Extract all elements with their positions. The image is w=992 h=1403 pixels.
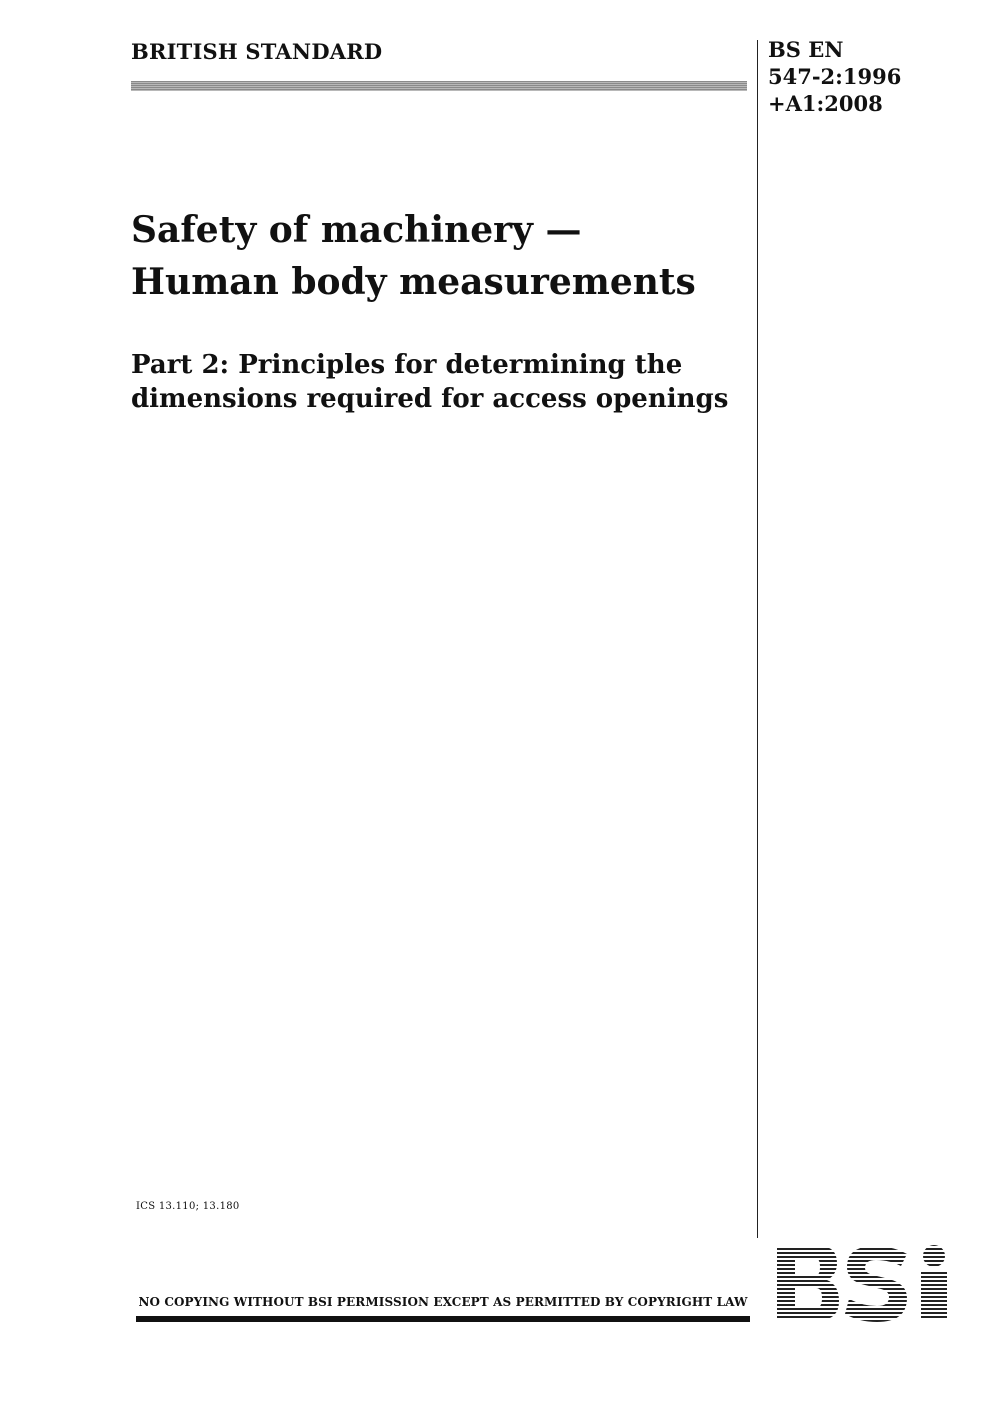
document-title	[131, 204, 741, 308]
bsi-logo-icon	[775, 1244, 949, 1324]
standard-number-line-2: 547-2:1996	[768, 64, 902, 89]
document-subtitle	[131, 348, 751, 416]
copyright-notice: NO COPYING WITHOUT BSI PERMISSION EXCEPT AS PERMITTED BY COPYRIGHT LAW	[138, 1295, 748, 1309]
document-type-label: BRITISH STANDARD	[131, 39, 383, 64]
document-subtitle-line-1: Part 2: Principles for determining the	[131, 350, 683, 380]
document-title-line-1: Safety of machinery —	[131, 209, 582, 251]
standard-number	[768, 36, 901, 117]
vertical-divider	[757, 40, 758, 1238]
header-rule	[131, 81, 747, 91]
document-title-line-2: Human body measurements	[131, 261, 696, 303]
document-subtitle-line-2: dimensions required for access openings	[131, 384, 729, 414]
footer-rule	[136, 1316, 750, 1322]
standard-number-line-1: BS EN	[768, 37, 844, 62]
ics-code: ICS 13.110; 13.180	[136, 1201, 240, 1212]
standard-number-line-3: +A1:2008	[768, 91, 883, 116]
